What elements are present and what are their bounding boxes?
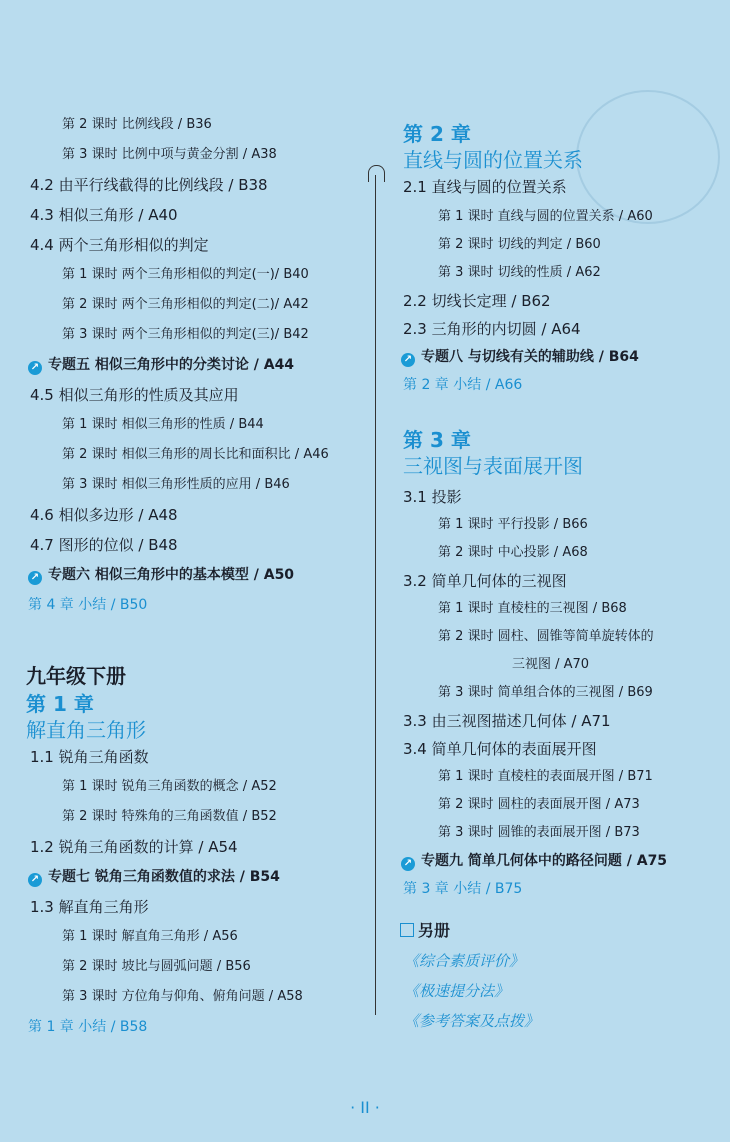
right-entry-label: 第 1 课时 平行投影 / B66 bbox=[438, 517, 588, 532]
right-entry-label: 第 3 课时 圆锥的表面展开图 / B73 bbox=[438, 825, 640, 840]
right-entry-label: 3.2 简单几何体的三视图 bbox=[403, 572, 567, 590]
right-entry-17[interactable] bbox=[403, 740, 597, 758]
divider-cap bbox=[368, 165, 385, 182]
left-entry-19[interactable] bbox=[62, 808, 277, 826]
right-entry-5[interactable] bbox=[403, 320, 581, 338]
left-entry-label: 第 3 课时 相似三角形性质的应用 / B46 bbox=[62, 477, 290, 492]
left-entry-4[interactable] bbox=[30, 236, 209, 254]
left-entry-0[interactable] bbox=[62, 116, 212, 134]
left-entry-7[interactable] bbox=[62, 326, 309, 344]
left-entry-label: 1.2 锐角三角函数的计算 / A54 bbox=[30, 838, 238, 856]
left-entry-label: 第 3 课时 两个三角形相似的判定(三)/ B42 bbox=[62, 327, 309, 342]
book-icon bbox=[400, 923, 414, 937]
left-entry-label: 专题七 锐角三角函数值的求法 / B54 bbox=[48, 869, 280, 885]
column-divider bbox=[375, 175, 376, 1015]
right-entry-22[interactable] bbox=[403, 880, 522, 898]
left-entry-15[interactable] bbox=[28, 566, 294, 585]
right-entry-label: 第 2 章 小结 / A66 bbox=[403, 377, 523, 393]
left-entry-label: 4.2 由平行线截得的比例线段 / B38 bbox=[30, 176, 268, 194]
left-entry-label: 第 2 课时 比例线段 / B36 bbox=[62, 117, 212, 132]
right-entry-9[interactable] bbox=[438, 516, 588, 534]
right-entry-label: 第 3 课时 切线的性质 / A62 bbox=[438, 265, 601, 280]
left-entry-label: 1.3 解直角三角形 bbox=[30, 898, 149, 916]
topic-arrow-icon: ↗ bbox=[28, 361, 42, 375]
supplement-item-2[interactable]: 《极速提分法》 bbox=[404, 982, 510, 1000]
left-entry-label: 第 3 课时 比例中项与黄金分割 / A38 bbox=[62, 147, 277, 162]
left-entry-22[interactable] bbox=[30, 898, 149, 916]
supplement-heading-label: 另册 bbox=[418, 921, 451, 940]
right-entry-label: 第 2 课时 切线的判定 / B60 bbox=[438, 237, 601, 252]
left-entry-2[interactable] bbox=[30, 176, 268, 194]
chapter-3-title: 三视图与表面展开图 bbox=[403, 454, 583, 478]
left-entry-14[interactable] bbox=[30, 536, 178, 554]
right-entry-20[interactable] bbox=[438, 824, 640, 842]
volume-title: 九年级下册 bbox=[26, 664, 126, 688]
background-decoration bbox=[576, 90, 720, 224]
right-entry-4[interactable] bbox=[403, 292, 551, 310]
left-entry-24[interactable] bbox=[62, 958, 251, 976]
left-entry-1[interactable] bbox=[62, 146, 277, 164]
right-entry-12[interactable] bbox=[438, 600, 627, 618]
left-entry-label: 第 1 章 小结 / B58 bbox=[28, 1019, 148, 1035]
right-entry-label: 第 2 课时 中心投影 / A68 bbox=[438, 545, 588, 560]
left-entry-20[interactable] bbox=[30, 838, 238, 856]
right-entry-1[interactable] bbox=[438, 208, 653, 226]
left-entry-21[interactable] bbox=[28, 868, 280, 887]
left-entry-6[interactable] bbox=[62, 296, 309, 314]
right-entry-10[interactable] bbox=[438, 544, 588, 562]
supplement-item-3[interactable]: 《参考答案及点拨》 bbox=[404, 1012, 540, 1030]
left-entry-label: 第 2 课时 相似三角形的周长比和面积比 / A46 bbox=[62, 447, 329, 462]
chapter-1-number: 第 1 章 bbox=[26, 692, 94, 716]
left-entry-10[interactable] bbox=[62, 416, 264, 434]
right-entry-label: 第 2 课时 圆柱、圆锥等简单旋转体的 bbox=[438, 629, 654, 644]
right-entry-2[interactable] bbox=[438, 236, 601, 254]
right-entry-13[interactable] bbox=[438, 628, 654, 646]
right-entry-3[interactable] bbox=[438, 264, 601, 282]
left-entry-label: 4.6 相似多边形 / A48 bbox=[30, 506, 178, 524]
left-entry-5[interactable] bbox=[62, 266, 309, 284]
right-entry-label: 2.3 三角形的内切圆 / A64 bbox=[403, 320, 581, 338]
right-entry-0[interactable] bbox=[403, 178, 567, 196]
right-entry-19[interactable] bbox=[438, 796, 640, 814]
left-entry-label: 第 3 课时 方位角与仰角、俯角问题 / A58 bbox=[62, 989, 303, 1004]
chapter-2-number: 第 2 章 bbox=[403, 122, 471, 146]
right-entry-label: 第 1 课时 直棱柱的表面展开图 / B71 bbox=[438, 769, 653, 784]
left-entry-23[interactable] bbox=[62, 928, 238, 946]
left-entry-17[interactable] bbox=[30, 748, 149, 766]
right-entry-label: 三视图 / A70 bbox=[512, 657, 590, 672]
left-entry-13[interactable] bbox=[30, 506, 178, 524]
left-entry-label: 4.7 图形的位似 / B48 bbox=[30, 536, 178, 554]
right-entry-label: 第 3 章 小结 / B75 bbox=[403, 881, 523, 897]
right-entry-label: 第 1 课时 直线与圆的位置关系 / A60 bbox=[438, 209, 653, 224]
left-entry-26[interactable] bbox=[28, 1018, 147, 1036]
left-entry-label: 第 1 课时 相似三角形的性质 / B44 bbox=[62, 417, 264, 432]
right-entry-label: 专题八 与切线有关的辅助线 / B64 bbox=[421, 349, 639, 365]
right-entry-21[interactable] bbox=[401, 852, 667, 871]
right-entry-15[interactable] bbox=[438, 684, 653, 702]
chapter-3-number: 第 3 章 bbox=[403, 428, 471, 452]
left-entry-label: 专题六 相似三角形中的基本模型 / A50 bbox=[48, 567, 295, 583]
right-entry-label: 第 2 课时 圆柱的表面展开图 / A73 bbox=[438, 797, 640, 812]
left-entry-18[interactable] bbox=[62, 778, 277, 796]
right-entry-11[interactable] bbox=[403, 572, 567, 590]
right-entry-label: 3.4 简单几何体的表面展开图 bbox=[403, 740, 597, 758]
right-entry-7[interactable] bbox=[403, 376, 522, 394]
right-entry-label: 3.3 由三视图描述几何体 / A71 bbox=[403, 712, 611, 730]
left-entry-label: 1.1 锐角三角函数 bbox=[30, 748, 149, 766]
page-number: · II · bbox=[350, 1098, 380, 1117]
right-entry-6[interactable] bbox=[401, 348, 639, 367]
topic-arrow-icon: ↗ bbox=[401, 353, 415, 367]
right-entry-16[interactable] bbox=[403, 712, 611, 730]
right-entry-18[interactable] bbox=[438, 768, 653, 786]
left-entry-11[interactable] bbox=[62, 446, 329, 464]
right-entry-label: 2.2 切线长定理 / B62 bbox=[403, 292, 551, 310]
left-entry-label: 4.4 两个三角形相似的判定 bbox=[30, 236, 209, 254]
chapter-1-title: 解直角三角形 bbox=[26, 718, 146, 742]
right-entry-14[interactable] bbox=[512, 656, 589, 674]
left-entry-9[interactable] bbox=[30, 386, 239, 404]
topic-arrow-icon: ↗ bbox=[28, 873, 42, 887]
right-entry-label: 第 1 课时 直棱柱的三视图 / B68 bbox=[438, 601, 627, 616]
left-entry-label: 第 1 课时 锐角三角函数的概念 / A52 bbox=[62, 779, 277, 794]
left-entry-label: 4.3 相似三角形 / A40 bbox=[30, 206, 178, 224]
chapter-2-title: 直线与圆的位置关系 bbox=[403, 148, 583, 172]
left-entry-12[interactable] bbox=[62, 476, 290, 494]
left-entry-label: 专题五 相似三角形中的分类讨论 / A44 bbox=[48, 357, 295, 373]
supplement-item-1[interactable]: 《综合素质评价》 bbox=[404, 952, 525, 970]
right-entry-label: 专题九 简单几何体中的路径问题 / A75 bbox=[421, 853, 668, 869]
right-entry-label: 2.1 直线与圆的位置关系 bbox=[403, 178, 567, 196]
left-entry-16[interactable] bbox=[28, 596, 147, 614]
left-entry-label: 4.5 相似三角形的性质及其应用 bbox=[30, 386, 239, 404]
left-entry-25[interactable] bbox=[62, 988, 303, 1006]
right-entry-label: 第 3 课时 简单组合体的三视图 / B69 bbox=[438, 685, 653, 700]
supplement-heading bbox=[400, 918, 450, 941]
right-entry-8[interactable] bbox=[403, 488, 462, 506]
left-entry-8[interactable] bbox=[28, 356, 294, 375]
left-entry-label: 第 1 课时 两个三角形相似的判定(一)/ B40 bbox=[62, 267, 309, 282]
left-entry-label: 第 2 课时 坡比与圆弧问题 / B56 bbox=[62, 959, 251, 974]
left-entry-label: 第 2 课时 特殊角的三角函数值 / B52 bbox=[62, 809, 277, 824]
topic-arrow-icon: ↗ bbox=[401, 857, 415, 871]
right-entry-label: 3.1 投影 bbox=[403, 488, 462, 506]
left-entry-label: 第 2 课时 两个三角形相似的判定(二)/ A42 bbox=[62, 297, 309, 312]
left-entry-label: 第 1 课时 解直角三角形 / A56 bbox=[62, 929, 238, 944]
left-entry-3[interactable] bbox=[30, 206, 178, 224]
left-entry-label: 第 4 章 小结 / B50 bbox=[28, 597, 148, 613]
topic-arrow-icon: ↗ bbox=[28, 571, 42, 585]
